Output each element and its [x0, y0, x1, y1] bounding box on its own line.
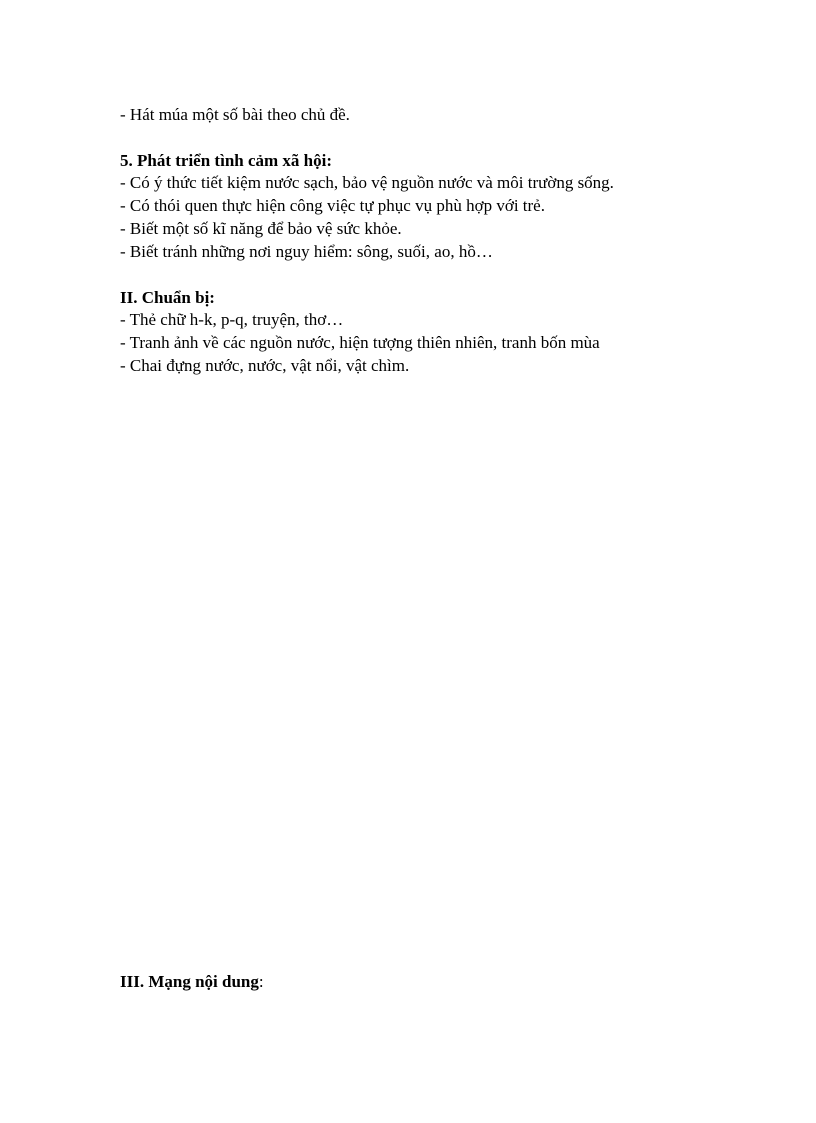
- section-heading-3-colon: :: [258, 972, 264, 991]
- list-item: - Biết một số kĩ năng để bảo vệ sức khỏe.: [120, 219, 402, 238]
- list-item: - Có thói quen thực hiện công việc tự phục vụ phù hợp với trẻ.: [120, 196, 545, 215]
- list-item: - Hát múa một số bài theo chủ đề.: [120, 105, 350, 124]
- section-heading-3-line: [120, 971, 264, 993]
- section-heading-2: II. Chuẩn bị:: [120, 288, 215, 307]
- list-item: - Tranh ảnh về các nguồn nước, hiện tượng thiên nhiên, tranh bốn mùa: [120, 333, 600, 352]
- list-item: - Chai đựng nước, nước, vật nổi, vật chìm.: [120, 356, 410, 375]
- list-item: - Có ý thức tiết kiệm nước sạch, bảo vệ nguồn nước và môi trường sống.: [120, 173, 614, 192]
- section-heading-3: III. Mạng nội dung: [120, 972, 259, 991]
- section-heading-5: 5. Phát triển tình cảm xã hội:: [120, 151, 333, 170]
- list-item: - Thẻ chữ h-k, p-q, truyện, thơ…: [120, 310, 344, 329]
- list-item: - Biết tránh những nơi nguy hiểm: sông, suối, ao, hồ…: [120, 242, 493, 261]
